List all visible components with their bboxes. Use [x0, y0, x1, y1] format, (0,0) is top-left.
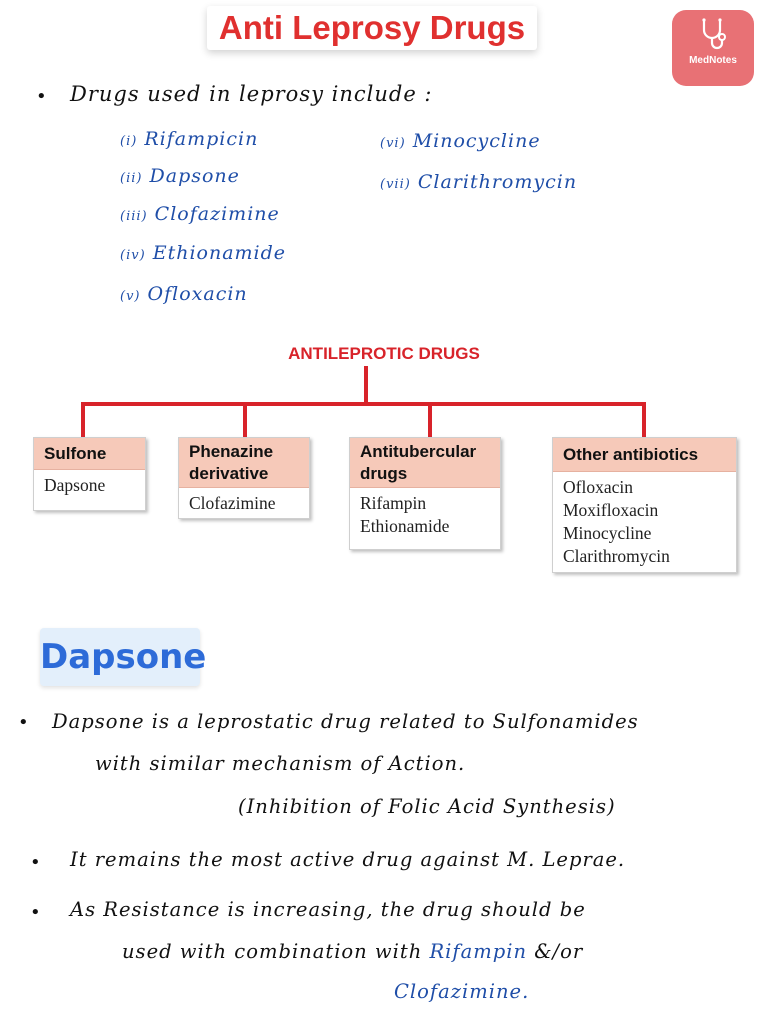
- group-phenazine: [178, 437, 310, 519]
- drug-name: Moxifloxacin: [563, 500, 659, 520]
- drug-name: Clofazimine: [189, 493, 276, 513]
- bullet-dot: •: [30, 852, 42, 873]
- list-item: (vi) Minocycline: [380, 130, 541, 152]
- group-sulfone: [33, 437, 146, 511]
- bullet-dot: •: [36, 86, 48, 107]
- paragraph-line: (Inhibition of Folic Acid Synthesis): [238, 795, 616, 818]
- list-item: (ii) Dapsone: [120, 165, 240, 187]
- group-heading: Antitubercular drugs: [350, 438, 500, 488]
- drug-name: Clarithromycin: [563, 546, 670, 566]
- paragraph-line: It remains the most active drug against M. Leprae.: [70, 848, 626, 871]
- chart-title: ANTILEPROTIC DRUGS: [288, 344, 480, 363]
- list-item: (iv) Ethionamide: [120, 242, 287, 264]
- bullet-dot: •: [18, 712, 30, 733]
- list-item: (vii) Clarithromycin: [380, 171, 578, 193]
- page-title: Anti Leprosy Drugs: [218, 9, 526, 46]
- paragraph-line: used with combination with Rifampin &/or: [122, 940, 584, 963]
- group-antitubercular: [349, 437, 501, 550]
- drug-name: Ofloxacin: [563, 477, 633, 497]
- bullet-dot: •: [30, 902, 42, 923]
- drug-highlight: Clofazimine.: [394, 980, 530, 1003]
- paragraph-line: As Resistance is increasing, the drug should be: [70, 898, 586, 921]
- list-item: (v) Ofloxacin: [120, 283, 248, 305]
- drug-list: [350, 488, 500, 542]
- group-heading: Sulfone: [34, 438, 145, 470]
- drug-name: Dapsone: [44, 475, 106, 495]
- group-heading: Phenazine derivative: [179, 438, 309, 488]
- section-heading: Dapsone: [40, 637, 207, 677]
- logo-label: MedNotes: [689, 55, 737, 66]
- list-item: (i) Rifampicin: [120, 128, 259, 150]
- drug-name: Ethionamide: [360, 516, 450, 536]
- drug-list: [553, 472, 736, 572]
- list-item: (iii) Clofazimine: [120, 203, 280, 225]
- intro-lead: Drugs used in leprosy include :: [70, 82, 433, 106]
- drug-name: Rifampin: [360, 493, 427, 513]
- group-other-antibiotics: [552, 437, 737, 573]
- drug-highlight: Rifampin: [429, 940, 527, 963]
- group-heading: Other antibiotics: [553, 438, 736, 472]
- paragraph-line: Dapsone is a leprostatic drug related to Sulfonamides: [52, 710, 639, 733]
- paragraph-line: with similar mechanism of Action.: [95, 752, 466, 775]
- drug-name: Minocycline: [563, 523, 652, 543]
